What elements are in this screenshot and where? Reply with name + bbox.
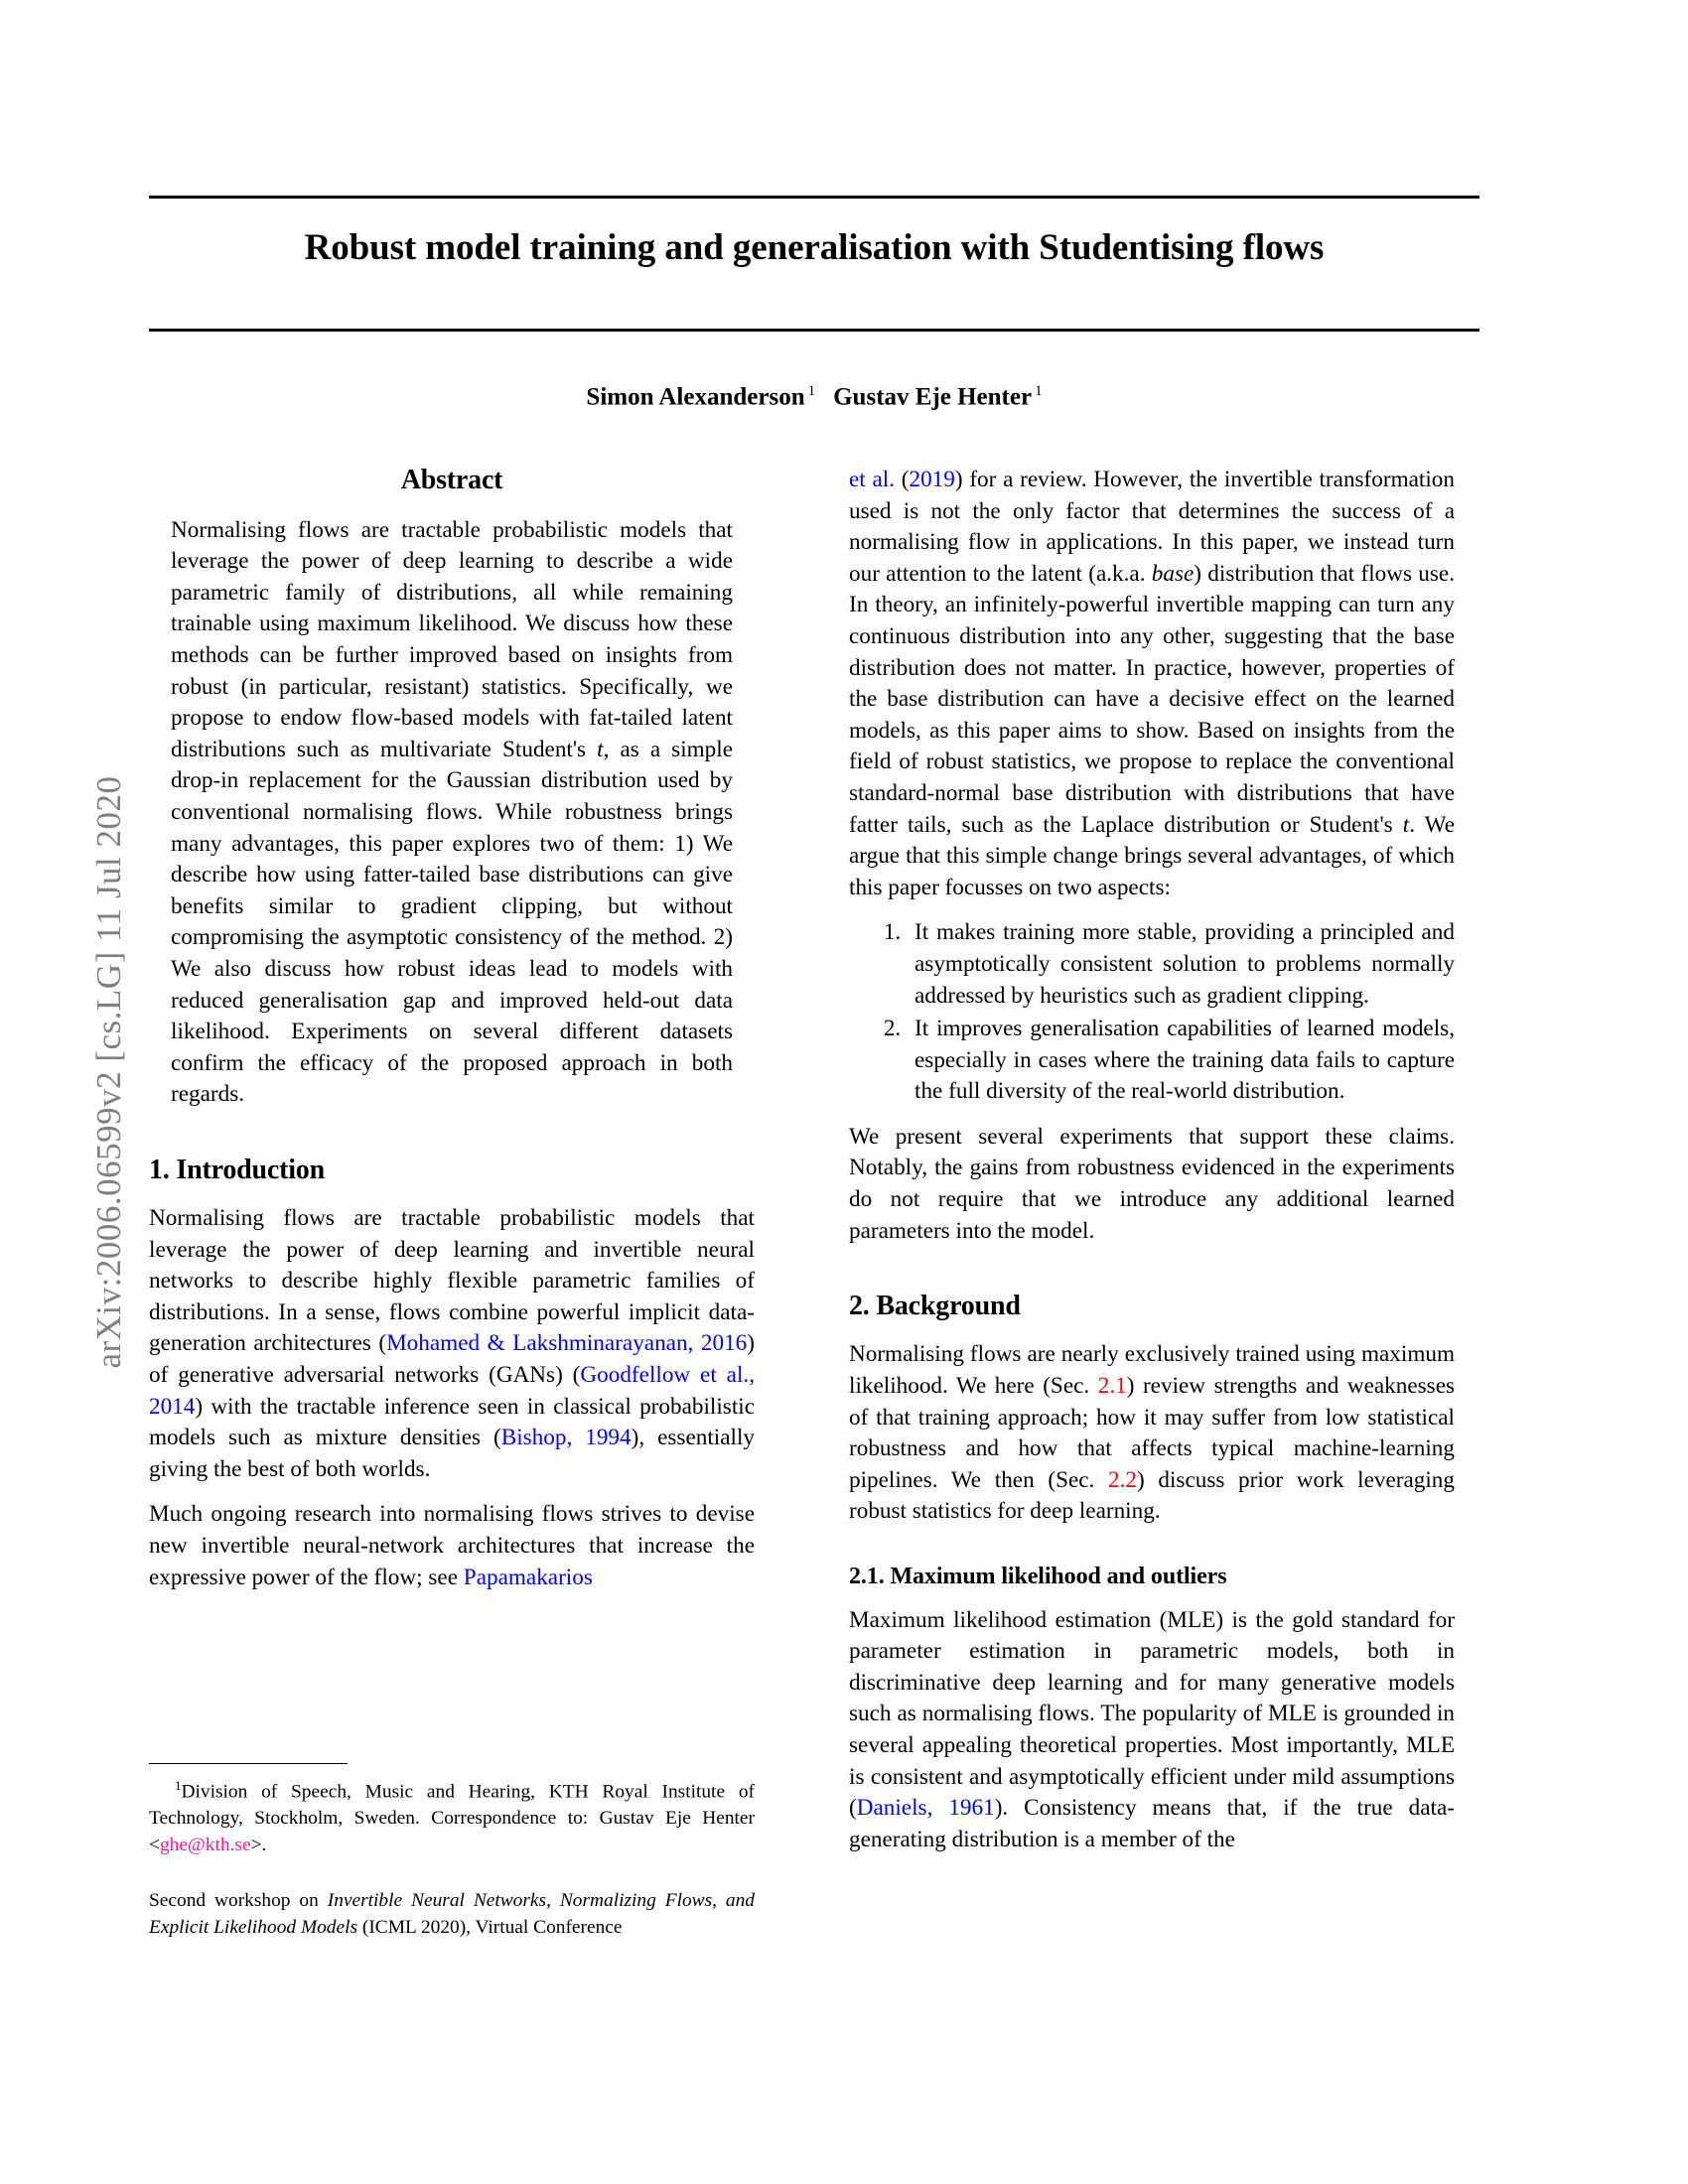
intro-p1-text-c: ) with the tractable inference seen in classical probabilistic models such as mixture densities ( — [149, 1393, 755, 1451]
author-name-first: Simon Alexanderson — [586, 383, 805, 411]
page-title: Robust model training and generalisation with Studentising flows — [304, 227, 1325, 268]
citation-papamakarios-continued[interactable]: et al. — [849, 467, 896, 492]
citation-papamakarios[interactable]: Papamakarios — [463, 1564, 593, 1590]
intro-paragraph-2 — [149, 1499, 755, 1593]
aspects-list — [849, 917, 1455, 1108]
list-item: 2. It improves generalisation capabilities of learned models, especially in cases where the training data fails to capture the full diversity of the real-world distribution. — [907, 1014, 1455, 1108]
mle-p1-text-b: ). Consistency means that, if the true data-generating distribution is a member of the — [849, 1795, 1455, 1852]
bg-p1-text-b: ) review strengths and weaknesses of that training approach; how it may suffer from low statistical robustness and how that affects typical machine-learning pipelines. We then (Sec. — [849, 1373, 1456, 1493]
background-paragraph-1 — [849, 1339, 1455, 1528]
abstract-text-part-1: Normalising flows are tractable probabilistic models that leverage the power of deep learning to describe a wide parametric family of distributions, all while remaining trainable using maximum likelihood. We discuss how these methods can be further improved based on insights from robust (in particular, resistant) statistics. Specifically, we propose to endow flow-based models with fat-tailed latent distributions such as multivariate Student's — [171, 516, 733, 762]
footnote-block — [149, 1763, 755, 1941]
citation-mohamed-lakshminarayanan[interactable]: Mohamed & Lakshminarayanan, 2016 — [386, 1330, 748, 1357]
subsection-heading-mle: 2.1. Maximum likelihood and outliers — [849, 1564, 1227, 1589]
intro-p1-text-a: Normalising flows are tractable probabilistic models that leverage the power of deep learning and invertible neural networks to describe highly flexible parametric families of distributions. In a sense, flows combine powerful implicit data-generation architectures ( — [149, 1205, 755, 1357]
venue-text-b: (ICML 2020), Virtual Conference — [357, 1916, 623, 1938]
footnote-indent — [149, 1781, 175, 1802]
citation-daniels[interactable]: Daniels, 1961 — [856, 1795, 995, 1822]
citation-bishop[interactable]: Bishop, 1994 — [500, 1425, 632, 1451]
footnote-affiliation-text-a: Division of Speech, Music and Hearing, KTH Royal Institute of Technology, Stockholm, Sweden. Correspondence to: Gustav Eje Henter < — [149, 1781, 755, 1855]
mle-paragraph-1 — [849, 1605, 1455, 1856]
title-rule-bottom — [149, 329, 1479, 332]
intro-p2-text-a: Much ongoing research into normalising flows strives to devise new invertible neural-network architectures that increase the expressive power of the flow; see — [149, 1501, 755, 1590]
venue-title: Invertible Neural Networks, Normalizing Flows, and Explicit Likelihood Models — [149, 1890, 755, 1938]
abstract-body — [149, 515, 755, 1111]
section-heading-introduction: 1. Introduction — [149, 1154, 325, 1185]
section-reference-2-2[interactable]: 2.2 — [1108, 1466, 1137, 1493]
abstract-text-part-2: , as a simple drop-in replacement for the Gaussian distribution used by conventional normalising flows. While robustness brings many advantages, this paper explores two of them: 1) We describe how using fatter-tailed base distributions can give benefits similar to gradient clipping, but without compromising the asymptotic consistency of the method. 2) We also discuss how robust ideas lead to models with reduced generalisation gap and improved held-out data likelihood. Experiments on several different datasets confirm the efficacy of the proposed approach in both regards. — [171, 736, 733, 1108]
right-p1-text-d: . We argue that this simple change brings several advantages, of which this paper focusses on two aspects: — [849, 811, 1455, 900]
section-heading-background: 2. Background — [849, 1291, 1021, 1322]
paper-page — [149, 0, 1479, 2184]
arxiv-stamp: arXiv:2006.06599v2 [cs.LG] 11 Jul 2020 — [89, 775, 128, 1369]
right-column — [849, 465, 1455, 1855]
right-p1-text-b: ) for a review. However, the invertible transformation used is not the only factor that determines the success of a normalising flow in applications. In this paper, we instead turn our attention to the latent (a.k.a. — [849, 467, 1455, 587]
citation-goodfellow[interactable]: Goodfellow et al., 2014 — [149, 1362, 755, 1420]
bg-p1-text-c: ) discuss prior work leveraging robust statistics for deep learning. — [849, 1466, 1455, 1525]
right-math-t: t — [1402, 811, 1410, 838]
footnote-rule — [149, 1763, 348, 1764]
intro-p1-text-b: ) of generative adversarial networks (GANs) ( — [149, 1330, 755, 1389]
list-item: 1. It makes training more stable, providing a principled and asymptotically consistent solution to problems normally addressed by heuristics such as gradient clipping. — [907, 917, 1455, 1012]
bg-p1-text-a: Normalising flows are nearly exclusively trained using maximum likelihood. We here (Sec. — [849, 1341, 1455, 1400]
intro-p1-text-d: ), essentially giving the best of both worlds. — [149, 1425, 755, 1482]
claims-paragraph: We present several experiments that support these claims. Notably, the gains from robustness evidenced in the experiments do not require that we introduce any additional learned parameters into the model. — [849, 1123, 1455, 1244]
mle-p1-text-a: Maximum likelihood estimation (MLE) is the gold standard for parameter estimation in parametric models, both in discriminative deep learning and for many generative models such as normalising flows. The popularity of MLE is grounded in several appealing theoretical properties. Most importantly, MLE is consistent and asymptotically efficient under mild assumptions ( — [849, 1606, 1455, 1822]
emphasis-base: base — [1151, 560, 1195, 587]
right-p1-open-paren: ( — [895, 467, 910, 492]
title-rule-top — [149, 196, 1479, 199]
venue-text-a: Second workshop on — [149, 1890, 328, 1912]
footnote-affiliation — [149, 1773, 755, 1858]
right-p1-text-c: ) distribution that flows use. In theory, an infinitely-powerful invertible mapping can turn any continuous distribution into any other, suggesting that the base distribution does not matter. In practice, however, properties of the base distribution can have a decisive effect on the learned models, as this paper aims to show. Based on insights from the field of robust statistics, we propose to replace the conventional standard-normal base distribution with distributions that have fatter tails, such as the Laplace distribution or Student's — [849, 560, 1455, 838]
venue-note — [149, 1888, 755, 1941]
citation-papamakarios-year[interactable]: 2019 — [909, 467, 955, 492]
author-affiliation-mark: 1 — [1035, 383, 1043, 399]
footnote-marker: 1 — [175, 1778, 182, 1793]
author-affiliation-mark: 1 — [807, 383, 816, 399]
abstract-math-t: t — [597, 736, 604, 762]
author-list — [149, 383, 1479, 411]
email-link[interactable]: ghe@kth.se — [159, 1834, 251, 1855]
right-continuation-paragraph — [849, 465, 1455, 903]
author-name-second: Gustav Eje Henter — [833, 383, 1033, 411]
section-reference-2-1[interactable]: 2.1 — [1097, 1373, 1127, 1400]
abstract-heading: Abstract — [400, 465, 503, 495]
footnote-affiliation-text-b: >. — [250, 1834, 267, 1855]
intro-paragraph-1 — [149, 1203, 755, 1485]
left-column — [149, 465, 755, 1593]
